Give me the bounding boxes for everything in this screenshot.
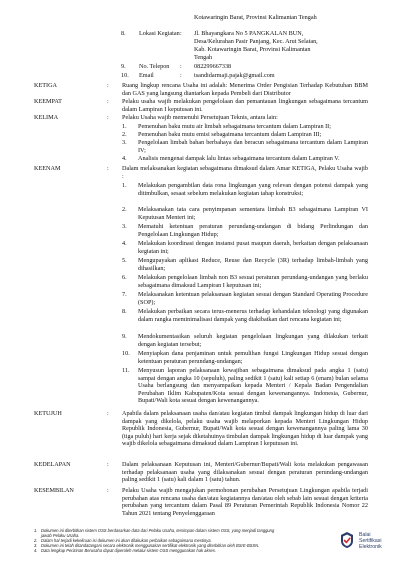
bsre-logo xyxy=(337,528,395,552)
list-number: 11. xyxy=(122,367,130,374)
list-number: 9. xyxy=(122,333,127,340)
list-number: 3. xyxy=(122,223,127,230)
list-number: 6. xyxy=(122,274,127,281)
list-number: 5. xyxy=(122,257,127,264)
list-item: Analisis mengenai dampak lalu lintas sebagaimana tercantum dalam Lampiran V. xyxy=(138,155,340,162)
list-number: 1. xyxy=(122,123,127,130)
item-colon: : xyxy=(180,30,182,37)
list-number: 1. xyxy=(122,182,127,189)
section-key-kesembilan: KESEMBILAN xyxy=(34,487,74,494)
list-item: Mendokumentasikan seluruh kegiatan pengelolaan lingkungan yang dilakukan terkait dengan kegiatan tersebut; xyxy=(138,333,368,348)
section-colon: : xyxy=(107,114,109,121)
location-continuation: Kotawaringin Barat, Provinsi Kalimantan Tengah xyxy=(194,14,317,21)
list-item: Pengelolaan limbah bahan berbahaya dan beracun sebagaimana tercantum dalam Lampiran IV; xyxy=(138,139,368,154)
list-item: Menyiapkan dana penjaminan untuk pemulihan fungsi Lingkungan Hidup sesuai dengan ketentuan peraturan perundang-undangan; xyxy=(138,350,368,365)
list-number: 3. xyxy=(122,139,127,146)
item-label: Lokasi Kegiatan xyxy=(139,30,180,37)
footnote: jawab Pelaku Usaha. xyxy=(41,533,80,538)
list-number: 8. xyxy=(122,308,127,315)
section-key-ketujuh: KETUJUH xyxy=(34,410,62,417)
list-number: 2. xyxy=(122,206,127,213)
footnote: 2. Dalam hal terjadi kekeliruan isi dokumen ini akan dilakukan perbaikan sebagaimana mestinya. xyxy=(34,538,212,543)
list-item: Pemenuhan baku mutu air limbah sebagaimana tercantum dalam Lampiran II; xyxy=(138,123,331,130)
list-item: Melakukan pengambilan data rona lingkungan yang relevan dengan potensi dampak yang ditimbulkan, sesaat sebelum melakukan kegiatan tahap konstruksi; xyxy=(138,182,368,197)
section-text-kedelapan: Dalam pelaksanaan Keputusan ini, Menteri/Gubernur/Bupati/Wali kota melakukan pengawasan terhadap pelaksanaan usaha yang dilaksanakan sesuai dengan peraturan perundang-undangan paling sedikit 1 (satu) kali dalam 1 (satu) tahun. xyxy=(122,461,368,484)
section-key-ketiga: KETIGA xyxy=(34,82,58,89)
list-item: Pemenuhan baku mutu emisi sebagaimana tercantum dalam Lampiran III; xyxy=(138,131,322,138)
list-item: Menyusun laporan pelaksanaan kewajiban sebagaimana dimaksud pada angka 1 (satu) sampai dengan angka 10 (sepuluh), paling sedikit 1 (satu) kali setiap 6 (enam) bulan selama Usaha berlangsung dan menyampaikan kepada Menteri / Kepala Badan Pengendalian Perubahan Iklim Kabupaten/Kota sesuai dengan kewenangannya. Indonesia, Gubernur, Bupati/Wali kota sesuai dengan kewenangannya. xyxy=(138,367,368,405)
item-value-line: Kab. Kotawaringin Barat, Provinsi Kalimantan xyxy=(194,46,311,53)
section-key-keempat: KEEMPAT xyxy=(34,98,62,105)
section-text-ketujuh: Apabila dalam pelaksanaan usaha dan/atau kegiatan timbul dampak lingkungan hidup di luar dari dampak yang dikelola, pelaku usaha wajib melaporkan kepada Menteri Lingkungan Hidup Republik Indonesia, Gubernur, Bupati/Wali kota sesuai dengan kewenangannya paling lama 30 (tiga puluh) hari kerja sejak diketahuinya timbulan dampak lingkungan hidup di luar dampak yang wajib dikelola sebagaimana dimaksud dalam Lampiran I keputusan ini. xyxy=(122,410,368,448)
section-key-kelima: KELIMA xyxy=(34,114,59,121)
bsre-emblem-icon xyxy=(337,530,357,550)
item-value-line: Tengah xyxy=(194,54,213,61)
item-number: 9. xyxy=(121,63,126,70)
list-item: Mematuhi ketentuan peraturan perundang-undangan di bidang Perlindungan dan Pengelolaan Lingkungan Hidup; xyxy=(138,223,368,238)
item-value-line: Jl. Bhayangkara No 5 PANGKALAN BUN, xyxy=(194,30,304,37)
bsre-wordmark: Balai Sertifikasi Elektronik xyxy=(359,532,382,550)
footnote: 1. Dokumen ini diterbitkan sistem OSS berdasarkan data dari Pelaku Usaha, tersimpan dalam sistem OSS, yang menjadi tanggung xyxy=(34,528,275,533)
item-label: No. Telepon xyxy=(139,63,170,70)
section-key-kedelapan: KEDELAPAN xyxy=(34,461,71,468)
footnote: 4. Data lengkap Perizinan Berusaha dapat diperoleh melalui sistem OSS menggunakan hak akses. xyxy=(34,548,216,553)
item-value-line: 082299667338 xyxy=(194,63,232,70)
list-item: Melakukan koordinasi dengan instansi pusat maupun daerah, berkaitan dengan pelaksanaan kegiatan ini; xyxy=(138,240,368,255)
list-item: Mengupayakan aplikasi Reduce, Reuse dan Recycle (3R) terhadap limbah-limbah yang dihasilkan; xyxy=(138,257,368,272)
section-colon: : xyxy=(107,98,109,105)
item-label: Email xyxy=(139,72,154,79)
section-text-kesembilan: Pelaku Usaha wajib mengajukan permohonan perubahan Persetujuan Lingkungan apabila terjadi perubahan atas rencana usaha dan/atau kegiatannya dan/atau oleh sebab lain sesuai dengan kriteria perubahan yang tercantum dalam Pasal 89 Peraturan Pemerintah Republik Indonesia Nomor 22 Tahun 2021 tentang Penyelenggaraan xyxy=(122,487,368,517)
section-colon: : xyxy=(107,165,109,172)
list-number: 4. xyxy=(122,155,127,162)
list-item: Melakukan pengelolaan limbah non B3 sesuai peraturan perundang-undangan yang berlaku sebagaimana dimaksud Lampiran I keputusan ini; xyxy=(138,274,368,289)
list-item: Melaksanakan ketentuan pelaksanaan kegiatan sesuai dengan Standard Operating Procedure (SOP); xyxy=(138,291,368,306)
item-value-line: tsandidarmaji.pajak@gmail.com xyxy=(194,72,275,79)
item-number: 10. xyxy=(121,72,129,79)
item-colon: : xyxy=(180,63,182,70)
item-colon: : xyxy=(180,72,182,79)
section-key-keenam: KEENAM xyxy=(34,165,61,172)
item-value-line: Desa/Kelurahan Pasir Panjang, Kec. Arut Selatan, xyxy=(194,38,318,45)
list-number: 2. xyxy=(122,131,127,138)
section-text-keempat: Pelaku usaha wajib melakukan pengelolaan dan pemantauan lingkungan sebagaimana tercantum dalam Lampiran I keputusan ini. xyxy=(122,98,368,113)
section-intro-kelima: Pelaku Usaha wajib memenuhi Persetujuan Teknis, antara lain: xyxy=(122,114,278,121)
section-colon: : xyxy=(107,487,109,494)
section-intro-keenam: Dalam melaksanakan kegiatan sebagaimana dimaksud dalam Amar KETIGA, Pelaku Usaha wajib : xyxy=(122,165,368,180)
footnote: 3. Dokumen ini telah ditandatangani secara elektronik menggunakan sertifikat elektronik yang diterbitkan oleh BSrE-BSSN. xyxy=(34,543,260,548)
list-item: Melakukan perbaikan secara terus-menerus terhadap kehandalan teknologi yang digunakan dalam rangka meminimalisasi dampak yang diakibatkan dari rencana kegiatan ini; xyxy=(138,308,368,323)
section-text-ketiga: Ruang lingkup rencana Usaha ini adalah: Menerima Order Pengisian Terhadap Kebutuhan BBM dan GAS yang langsung diantarkan kepada Pembeli dari Distributor xyxy=(122,82,368,97)
list-item: Melaksanakan tata cara penyimpanan sementara limbah B3 sebagaimana Lampiran VI Keputusan Menteri ini; xyxy=(138,206,368,221)
section-colon: : xyxy=(107,82,109,89)
list-number: 10. xyxy=(122,350,130,357)
section-colon: : xyxy=(107,461,109,468)
list-number: 7. xyxy=(122,291,127,298)
section-colon: : xyxy=(107,410,109,417)
item-number: 8. xyxy=(121,30,126,37)
list-number: 4. xyxy=(122,240,127,247)
